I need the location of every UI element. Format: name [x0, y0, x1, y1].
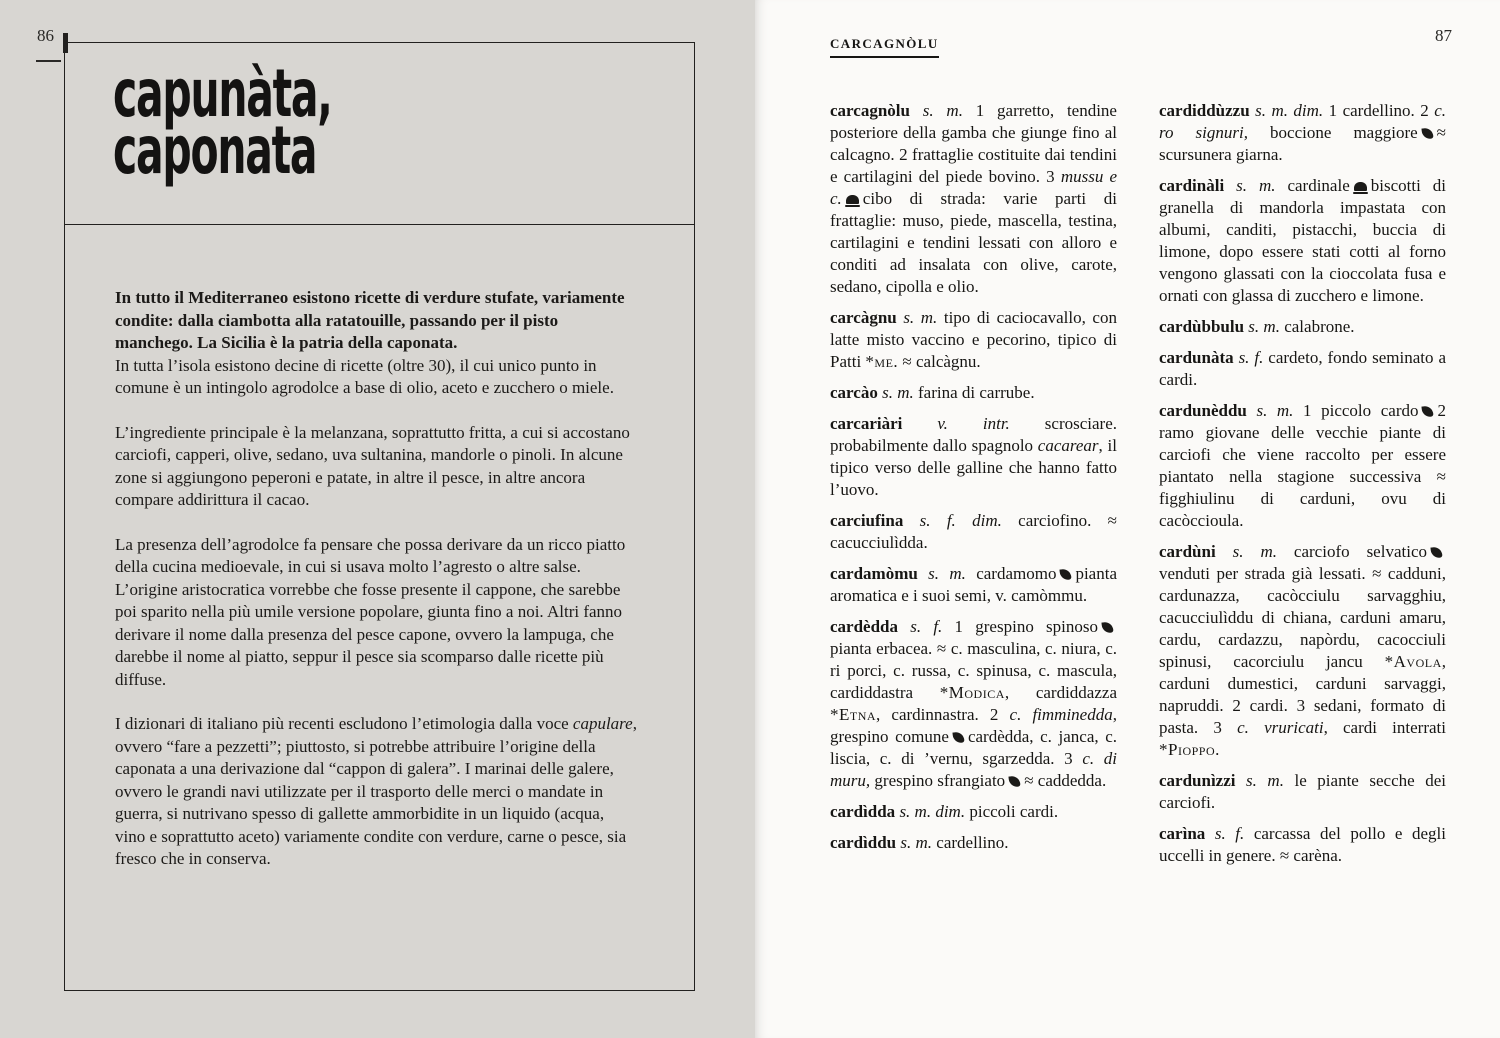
text-run: cardeto, fondo seminato a cardi.: [1159, 348, 1446, 389]
dictionary-column-1: [830, 100, 1117, 863]
dictionary-entry: [1159, 823, 1446, 867]
text-run: .: [1215, 740, 1220, 759]
text-run: mussu e c.: [830, 167, 1117, 208]
headword: carcariàri: [830, 414, 938, 433]
chapter-title-box: [64, 42, 695, 225]
text-run: c. vruricati: [1237, 718, 1324, 737]
text-run: pianta erbacea. ≈ c. masculina, c. niura, c. ri porci, c. russa, c. spinusa, c. mascula, cardiddastra: [830, 639, 1117, 702]
text-run: La presenza dell’agrodolce fa pensare che possa derivare da un ricco piatto della cucina medioevale, in cui si usava molto l’agresto o altre salse. L’origine aristocratica vorrebbe che fosse presente il cappone, che sarebbe poi sparito nella più umile versione popolare, giunta fino a noi. Altri fanno derivare il nome dalla presenza del pesce capone, ovvero la lampuga, che darebbe il nome al piatto, seppur il pesce sia scomparso dalle ricette più diffuse.: [115, 534, 626, 689]
text-run: piccoli cardi.: [965, 802, 1059, 821]
text-run: s. f.: [1214, 824, 1245, 843]
text-run: 2 ramo giovane delle vecchie piante di carciofi che viene raccolto per essere piantato nella stagione successiva ≈ figghiulinu di carduni, ovu di cacòccioula.: [1159, 401, 1446, 530]
text-run: pianta aromatica e i suoi semi, v. camòmmu.: [830, 564, 1117, 605]
body-paragraph: [115, 355, 638, 400]
folio-rule: [36, 60, 61, 62]
headword: cardinàli: [1159, 176, 1237, 195]
text-run: ≈ caddedda.: [1024, 771, 1107, 790]
text-run: ≈ calcàgnu.: [898, 352, 981, 371]
text-run: s. m. dim.: [899, 802, 966, 821]
plant-icon: [952, 731, 964, 743]
dictionary-entry: [1159, 347, 1446, 391]
text-run: s. m.: [900, 833, 933, 852]
plant-icon: [1060, 568, 1072, 580]
text-run: , cardinnastra. 2: [876, 705, 1010, 724]
text-run: grespino sfrangiato: [870, 771, 1006, 790]
text-run: s. m.: [1232, 542, 1277, 561]
text-run: 1 piccolo cardo: [1293, 401, 1419, 420]
right-page: [755, 0, 1500, 1038]
chapter-title: [65, 43, 694, 189]
text-run: 1 grespino spinoso: [942, 617, 1099, 636]
headword: cardùni: [1159, 542, 1233, 561]
text-run: *Pioppo: [1159, 740, 1216, 759]
text-run: carcassa del pollo e degli uccelli in genere. ≈ carèna.: [1159, 824, 1446, 865]
text-run: cardinale: [1275, 176, 1350, 195]
text-run: , cardiddazza: [1004, 683, 1117, 702]
text-run: s. m.: [922, 101, 963, 120]
headword: cardìddu: [830, 833, 901, 852]
text-run: cardamomo: [965, 564, 1057, 583]
plant-icon: [1009, 775, 1021, 787]
dictionary-entry: [830, 510, 1117, 554]
headword: cardiddùzzu: [1159, 101, 1256, 120]
text-run: venduti per strada già lessati. ≈ cadduni, cardunazza, cacòcciulu sarvagghiu, cacucciulìddu di chiana, carduni amaru, cardu, cardazzu, napòrdu, cacocciuli spinusi, cacorciulu jancu: [1159, 564, 1446, 671]
page-number-left: 86: [37, 26, 54, 45]
text-run: s. f. dim.: [919, 511, 1002, 530]
text-run: boccione maggiore: [1247, 123, 1418, 142]
text-run: s. f.: [1238, 348, 1264, 367]
text-run: , ovvero “fare a pezzetti”; piuttosto, si potrebbe attribuire l’origine della caponata a una derivazione dal “cappon di galera”. I marinai delle galere, ovvero le grandi navi utilizzate per il trasporto delle merci o mandate in guerra, si nutrivano spesso di gallette ammorbidite in un liquido (acqua, vino e soprattutto aceto) variamente condite con verdure, carne o pesce, sia fresco che in conserva.: [115, 714, 637, 868]
text-run: s. m.: [1256, 401, 1294, 420]
dictionary-entry: [830, 832, 1117, 854]
street-food-icon: [846, 195, 859, 204]
dictionary-entry: [830, 307, 1117, 373]
text-run: farina di carrube.: [913, 383, 1035, 402]
text-run: 1 garretto, tendine posteriore della gamba che giunge fino al calcagno. 2 frattaglie costituite dai tendini e cartilagini del piede bovino. 3: [830, 101, 1117, 186]
text-run: s. f.: [910, 617, 943, 636]
headword: carcàgnu: [830, 308, 904, 327]
text-run: In tutto il Mediterraneo esistono ricette di verdure stufate, variamente condite: dalla ciambotta alla ratatouille, passando per il pisto manchego. La Sicilia è la patria della caponata.: [115, 288, 625, 352]
dictionary-columns: [830, 100, 1446, 876]
headword: carcào: [830, 383, 883, 402]
headword: cardunàta: [1159, 348, 1239, 367]
body-paragraph: [115, 287, 638, 355]
text-run: c. fimminedda: [1009, 705, 1113, 724]
chapter-paragraphs: [115, 287, 638, 871]
dictionary-entry: [1159, 316, 1446, 338]
text-run: 1 cardellino. 2: [1323, 101, 1435, 120]
text-run: s. m.: [1248, 317, 1280, 336]
text-run: , grespino comune: [830, 705, 1117, 746]
text-run: , carduni dumestici, carduni sarvaggi, napruddi. 2 cardi. 3 sedani, formato di pasta. 3: [1159, 652, 1446, 737]
text-run: tipo di caciocavallo, con latte misto vaccino e pecorino, tipico di Patti: [830, 308, 1117, 371]
title-line: capunàta,: [113, 55, 332, 132]
dictionary-entry: [830, 413, 1117, 501]
text-run: In tutta l’isola esistono decine di ricette (oltre 30), il cui unico punto in comune è un intingolo agrodolce a base di olio, aceto e zucchero o miele.: [115, 355, 614, 397]
plant-icon: [1101, 621, 1113, 633]
text-run: carciofino. ≈ cacucciulìdda.: [830, 511, 1117, 552]
text-run: *Avola: [1384, 652, 1442, 671]
text-run: cardèdda, c. janca, c. liscia, c. di ’vernu, sgarzedda. 3: [830, 727, 1118, 768]
dictionary-entry: [1159, 770, 1446, 814]
dictionary-entry: [830, 563, 1117, 607]
headword: cardunìzzi: [1159, 771, 1247, 790]
body-paragraph: [115, 713, 638, 871]
text-run: , cardi interrati: [1323, 718, 1446, 737]
headword: cardìdda: [830, 802, 900, 821]
dictionary-entry: [830, 100, 1117, 298]
text-run: scrosciare. probabilmente dallo spagnolo: [830, 414, 1118, 455]
text-run: capulare: [572, 714, 633, 733]
dictionary-entry: [830, 801, 1117, 823]
dictionary-entry: [830, 382, 1117, 404]
text-run: cardellino.: [932, 833, 1009, 852]
dictionary-entry: [1159, 175, 1446, 307]
dictionary-column-2: [1159, 100, 1446, 876]
page-number-right: 87: [1435, 26, 1452, 45]
headword: cardèdda: [830, 617, 911, 636]
text-run: *me.: [865, 352, 899, 371]
body-paragraph: [115, 422, 638, 512]
plant-icon: [1421, 127, 1433, 139]
text-run: L’ingrediente principale è la melanzana, soprattutto fritta, a cui si accostano carciofi, capperi, olive, sedano, uva sultanina, mandorle o pinoli. In alcune zone si aggiungono peperoni e patate, in altre il pesce, in altre ancora compare addirittura il cacao.: [115, 422, 630, 509]
headword: carcagnòlu: [830, 101, 923, 120]
text-run: s. m.: [928, 564, 966, 583]
text-run: s. m.: [882, 383, 914, 402]
dictionary-entry: [830, 616, 1117, 792]
text-run: s. m.: [903, 308, 938, 327]
text-run: c. di muru,: [830, 749, 1117, 790]
plant-icon: [1430, 546, 1442, 558]
headword: cardunèddu: [1159, 401, 1257, 420]
text-run: , il tipico verso delle galline che hanno fatto l’uovo.: [830, 436, 1117, 499]
headword: carciufina: [830, 511, 920, 530]
text-run: s. m.: [1246, 771, 1284, 790]
title-line: caponata: [113, 112, 317, 189]
text-run: c. ro signuri,: [1159, 101, 1446, 142]
street-food-icon: [1354, 182, 1367, 191]
title-corner-tick: [63, 33, 68, 53]
text-run: calabrone.: [1279, 317, 1355, 336]
text-run: cibo di strada: varie parti di frattaglie: muso, piede, mascella, testina, cartilagini e tendini lessati con alloro e conditi ad insalata con olive, carote, sedano, cipolla e olio.: [830, 189, 1117, 296]
dictionary-entry: [1159, 541, 1446, 761]
dictionary-entry: [1159, 100, 1446, 166]
text-run: ≈ scursunera giarna.: [1159, 123, 1447, 164]
text-run: *Modica: [939, 683, 1005, 702]
running-head: CARCAGNÒLU: [830, 36, 939, 58]
text-run: s. m.: [1236, 176, 1276, 195]
headword: cardamòmu: [830, 564, 929, 583]
headword: carìna: [1159, 824, 1215, 843]
text-run: le piante secche dei carciofi.: [1159, 771, 1446, 812]
chapter-text-box: [64, 225, 695, 991]
dictionary-entry: [1159, 400, 1446, 532]
text-run: cacarear: [1037, 436, 1099, 455]
text-run: s. m. dim.: [1255, 101, 1324, 120]
text-run: v. intr.: [937, 414, 1010, 433]
text-run: carciofo selvatico: [1276, 542, 1427, 561]
headword: cardùbbulu: [1159, 317, 1249, 336]
text-run: biscotti di granella di mandorla impastata con albumi, canditi, pistacchi, buccia di limone, dopo essere stati cotti al forno vengono glassati con la cioccolata fusa e ornati con glassa di zucchero e limone.: [1159, 176, 1446, 305]
body-paragraph: [115, 534, 638, 692]
plant-icon: [1422, 405, 1434, 417]
text-run: *Etna: [830, 705, 877, 724]
text-run: I dizionari di italiano più recenti escludono l’etimologia dalla voce: [115, 714, 573, 733]
